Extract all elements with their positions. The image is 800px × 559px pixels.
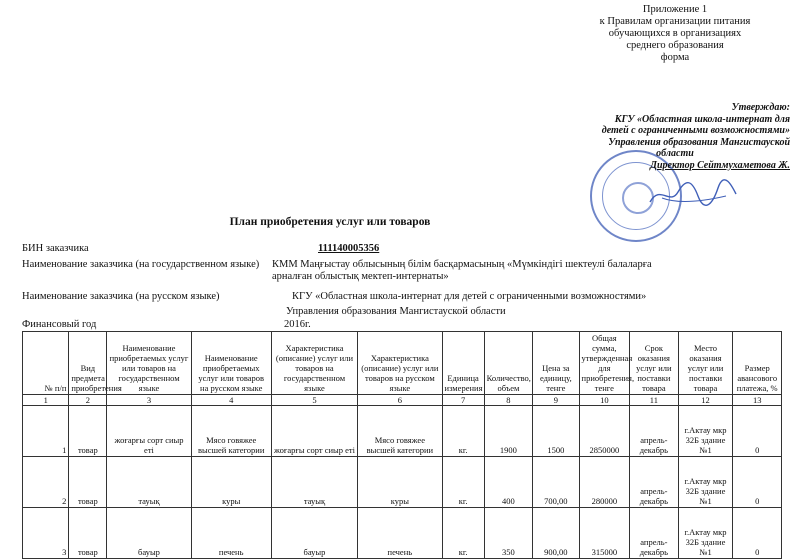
table-cell: товар (69, 508, 107, 559)
bin-label: БИН заказчика (22, 243, 89, 254)
bin-value: 111140005356 (318, 243, 380, 254)
column-header: Количество, объем (484, 332, 532, 395)
table-cell: печень (191, 508, 271, 559)
customer-name-kz-value: КММ Маңғыстау облысының білім басқармасының «Мүмкіндігі шектеулі балаларға арналған облыстық мектеп-интернаты» (272, 259, 652, 282)
row-number-cell: 3 (23, 508, 69, 559)
column-header: Место оказания услуг или поставки товара (678, 332, 733, 395)
customer-name-ru-value-line2: Управления образования Мангистауской области (286, 306, 506, 317)
customer-name-ru-label: Наименование заказчика (на русском языке) (22, 291, 220, 302)
column-number: 9 (533, 395, 579, 406)
table-cell: куры (358, 457, 442, 508)
table-cell: 1900 (484, 406, 532, 457)
table-header-row (23, 332, 782, 395)
table-cell: апрель-декабрь (630, 508, 678, 559)
column-number: 4 (191, 395, 271, 406)
table-cell: 315000 (579, 508, 630, 559)
table-cell: 0 (733, 457, 782, 508)
column-header: Наименование приобретаемых услуг или товаров на государственном языке (107, 332, 191, 395)
column-number: 7 (442, 395, 484, 406)
column-number: 1 (23, 395, 69, 406)
appendix-line: Приложение 1 (642, 4, 708, 15)
column-header: Единица измерения (442, 332, 484, 395)
approval-line: Управления образования Мангистауской (608, 136, 790, 148)
table-cell: г.Актау мкр 32Б здание №1 (678, 508, 733, 559)
column-header: Характеристика (описание) услуг или товаров на русском языке (358, 332, 442, 395)
customer-name-ru-value: КГУ «Областная школа-интернат для детей с ограниченными возможностями» (292, 291, 647, 302)
table-cell: жоғарғы сорт сиыр еті (107, 406, 191, 457)
table-cell: товар (69, 457, 107, 508)
column-number: 11 (630, 395, 678, 406)
appendix-line: обучающихся в организациях (608, 28, 742, 39)
table-cell: апрель-декабрь (630, 457, 678, 508)
table-row (23, 457, 782, 508)
fiscal-year-label: Финансовый год (22, 319, 97, 330)
table-cell: бауыр (107, 508, 191, 559)
table-cell: г.Актау мкр 32Б здание №1 (678, 457, 733, 508)
table-cell: 400 (484, 457, 532, 508)
column-number: 3 (107, 395, 191, 406)
table-cell: 2850000 (579, 406, 630, 457)
approval-line: КГУ «Областная школа-интернат для (614, 113, 790, 125)
table-cell: товар (69, 406, 107, 457)
column-number: 12 (678, 395, 733, 406)
approval-line: детей с ограниченными возможностями» (601, 125, 790, 136)
table-cell: 280000 (579, 457, 630, 508)
appendix-block (560, 4, 790, 64)
column-number: 5 (271, 395, 357, 406)
table-row (23, 508, 782, 559)
column-number: 6 (358, 395, 442, 406)
column-header: Цена за единицу, тенге (533, 332, 579, 395)
approval-line: области (656, 148, 694, 159)
column-header: Общая сумма, утвержденная для приобретения, тенге (579, 332, 630, 395)
document-title: План приобретения услуг или товаров (229, 216, 431, 228)
table-cell: апрель-декабрь (630, 406, 678, 457)
approval-director: Директор Сейтмухаметова Ж. (650, 159, 790, 171)
table-cell: кг. (442, 508, 484, 559)
procurement-table (22, 331, 782, 559)
approval-line: Утверждаю: (731, 102, 790, 113)
table-cell: 0 (733, 406, 782, 457)
column-header: Вид предмета приобретения (69, 332, 107, 395)
column-header: Характеристика (описание) услуг или товаров на государственном языке (271, 332, 357, 395)
fiscal-year-value: 2016г. (284, 319, 311, 330)
table-cell: г.Актау мкр 32Б здание №1 (678, 406, 733, 457)
table-cell: тауық (271, 457, 357, 508)
table-cell: Мясо говяжее высшей категории (358, 406, 442, 457)
column-number: 2 (69, 395, 107, 406)
column-header: Срок оказания услуг или поставки товара (630, 332, 678, 395)
table-cell: 0 (733, 508, 782, 559)
table-cell: бауыр (271, 508, 357, 559)
signature-scribble (648, 176, 738, 210)
customer-name-kz-label: Наименование заказчика (на государственном языке) (22, 259, 260, 270)
row-number-cell: 1 (23, 406, 69, 457)
column-header: Размер авансового платежа, % (733, 332, 782, 395)
table-row (23, 406, 782, 457)
table-cell: кг. (442, 457, 484, 508)
table-cell: куры (191, 457, 271, 508)
column-header: Наименование приобретаемых услуг или товаров на русском языке (191, 332, 271, 395)
column-number: 10 (579, 395, 630, 406)
appendix-line: форма (660, 52, 690, 63)
column-number-row (23, 395, 782, 406)
table-cell: 1500 (533, 406, 579, 457)
appendix-line: к Правилам организации питания (599, 16, 751, 27)
table-cell: 900,00 (533, 508, 579, 559)
column-number: 13 (733, 395, 782, 406)
table-cell: печень (358, 508, 442, 559)
column-header: № п/п (23, 332, 69, 395)
row-number-cell: 2 (23, 457, 69, 508)
table-cell: кг. (442, 406, 484, 457)
approval-block (560, 102, 790, 171)
table-cell: тауық (107, 457, 191, 508)
column-number: 8 (484, 395, 532, 406)
appendix-line: среднего образования (626, 40, 724, 51)
table-cell: 350 (484, 508, 532, 559)
table-cell: 700,00 (533, 457, 579, 508)
table-cell: жоғарғы сорт сиыр еті (271, 406, 357, 457)
table-cell: Мясо говяжее высшей категории (191, 406, 271, 457)
